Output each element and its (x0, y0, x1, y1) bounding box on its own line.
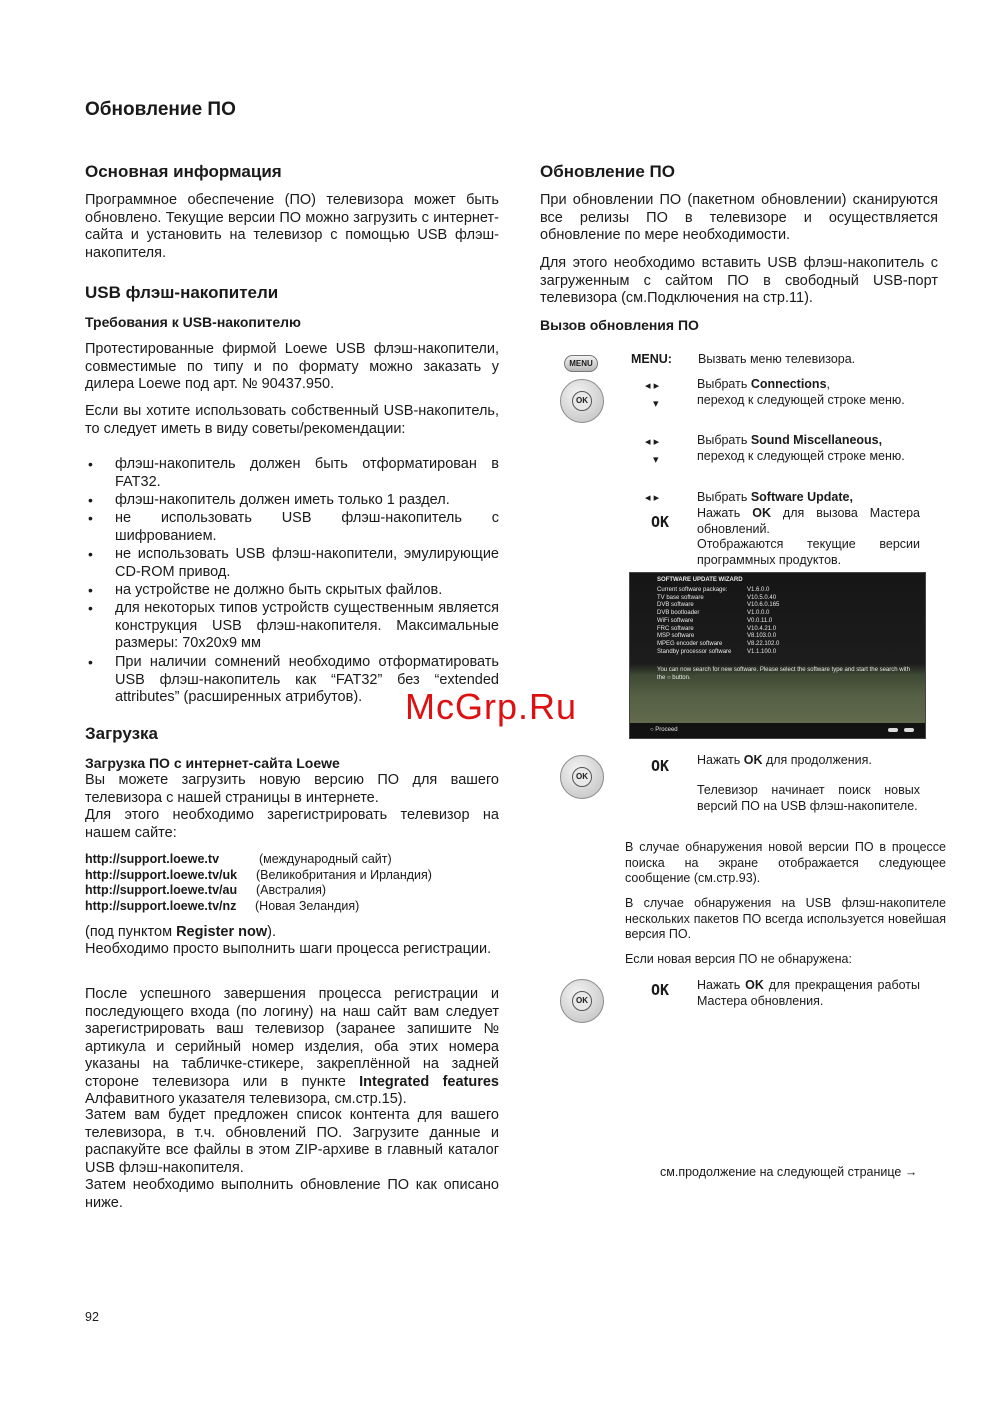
screen-row-version: V10.5.0.40 (747, 594, 777, 601)
list-item: флэш-накопитель должен быть отформатирован в FAT32. (115, 456, 499, 490)
link-nz-desc: (Новая Зеландия) (255, 899, 360, 913)
page-number: 92 (85, 1310, 99, 1324)
bullet-dot: • (88, 510, 93, 526)
ok-pad-icon (560, 979, 604, 1023)
list-item: При наличии сомнений необходимо отформатировать USB флэш-накопитель как “FAT32” без “extended attributes” (расширенных атрибутов). (115, 654, 499, 705)
menu-desc: Вызвать меню телевизора. (698, 352, 856, 366)
usb-own-text: Если вы хотите использовать собственный USB-накопитель, то следует иметь в виду советы/рекомендации: (85, 403, 499, 437)
download-heading: Загрузка (85, 724, 158, 743)
link-au[interactable]: http://support.loewe.tv/au (85, 883, 238, 897)
register-text: Необходимо просто выполнить шаги процесса регистрации. (85, 941, 492, 957)
bullet-dot: • (88, 456, 93, 472)
usb-heading: USB флэш-накопители (85, 283, 279, 302)
list-item: на устройстве не должно быть скрытых файлов. (115, 582, 443, 598)
ok-center-icon: OK (572, 391, 592, 411)
register-now-label: Register now (176, 924, 268, 940)
update-heading: Обновление ПО (540, 162, 675, 181)
step1-title: Выбрать Connections, (697, 377, 831, 391)
screen-end-icon (888, 728, 898, 732)
screen-row-version: V10.6.0.165 (747, 602, 780, 609)
screen-row-name: DVB software (657, 602, 694, 609)
content-list-text: Затем вам будет предложен список контента для вашего телевизора, в т.ч. обновлений ПО. Загрузите данные и распакуйте все файлы в этом ZIP-архиве в главный каталог USB флэш-накопителя. (85, 1107, 499, 1176)
bullet-dot: • (88, 654, 93, 670)
found-text: В случае обнаружения новой версии ПО в процессе поиска на экране отображается следующее сообщение (см.стр.93). (625, 840, 946, 885)
screen-proceed: ○ Proceed (650, 727, 678, 733)
after-register-text: После успешного завершения процесса регистрации и последующего входа (по логину) на наш сайт вам следует зарегистрировать ваш телевизор (заранее запишите № артикула и серийный номер изделия, оба этих номера указаны на табличке-стикере, закреплённой на задней стороне телевизора или в пункте Integrated features Алфавитного указателя телевизора, см.стр.15). (85, 986, 499, 1107)
list-item: не использовать USB флэш-накопитель с шифрованием. (115, 510, 499, 544)
link-international-desc: (международный сайт) (259, 852, 392, 866)
link-uk[interactable]: http://support.loewe.tv/uk (85, 868, 238, 882)
down-arrow-icon: ▾ (653, 454, 659, 466)
screen-row-version: V1.0.0.0 (747, 610, 770, 617)
step3-title: Выбрать Software Update, (697, 490, 853, 504)
then-update-text: Затем необходимо выполнить обновление ПО как описано ниже. (85, 1177, 499, 1211)
screen-row-version: V1.6.0.0 (747, 587, 770, 593)
basic-info-heading: Основная информация (85, 162, 282, 181)
link-nz[interactable]: http://support.loewe.tv/nz (85, 899, 237, 913)
ok-pad-icon (560, 379, 604, 423)
usb-requirements-text: Протестированные фирмой Loewe USB флэш-накопители, совместимые по типу и по формату можно заказать у дилера Loewe под арт. № 90437.950. (85, 341, 499, 392)
screen-row-name: MPEG encoder software (657, 640, 723, 647)
left-right-arrows-icon: ◂ ▸ (645, 380, 660, 392)
list-item: флэш-накопитель должен иметь только 1 раздел. (115, 492, 450, 508)
bullet-dot: • (88, 492, 93, 508)
register-now-line: (под пунктом Register now). (85, 924, 276, 940)
screen-row-name: Current software package: (657, 587, 728, 593)
screen-row-name: Standby processor software (657, 648, 732, 655)
download-subheading: Загрузка ПО с интернет-сайта Loewe (85, 755, 340, 771)
call-update-heading: Вызов обновления ПО (540, 317, 699, 333)
ok-key-icon: OK (651, 757, 670, 775)
software-update-screen (629, 572, 926, 739)
screen-info-icon (904, 728, 914, 732)
multiple-text: В случае обнаружения на USB флэш-накопителе нескольких пакетов ПО всегда используется новейшая версия ПО. (625, 896, 946, 941)
screen-row-name: WiFi software (657, 617, 694, 624)
step1-text: переход к следующей строке меню. (697, 393, 905, 407)
screen-title: SOFTWARE UPDATE WIZARD (657, 577, 743, 583)
continued-note: см.продолжение на следующей странице → (660, 1165, 918, 1179)
update-text-1: При обновлении ПО (пакетном обновлении) сканируются все релизы ПО в телевизоре и осуществляется обновление по мере необходимости. (540, 192, 938, 243)
list-item: не использовать USB флэш-накопители, эмулирующие CD-ROM привод. (115, 546, 499, 580)
ok-key-icon: OK (651, 981, 670, 999)
integrated-features-label: Integrated features (359, 1073, 499, 1090)
basic-info-text: Программное обеспечение (ПО) телевизора может быть обновлено. Текущие версии ПО можно загрузить с интернет-сайта и установить на телевизор с помощью USB флэш-накопителя. (85, 192, 499, 261)
ok-key-icon: OK (651, 513, 670, 531)
menu-label: MENU: (631, 352, 672, 366)
step2-title: Выбрать Sound Miscellaneous, (697, 433, 883, 447)
link-au-desc: (Австралия) (256, 883, 327, 897)
screen-row-name: FRC software (657, 625, 694, 632)
screen-row-version: V8.103.0.0 (747, 633, 777, 640)
step3-line2: Нажать OK для вызова Мастера обновлений. (697, 506, 921, 536)
left-right-arrows-icon: ◂ ▸ (645, 492, 660, 504)
download-text-2: Для этого необходимо зарегистрировать телевизор на нашем сайте: (85, 807, 499, 841)
screen-row-version: V8.22.102.0 (747, 640, 780, 647)
screen-row-name: DVB bootloader (657, 610, 700, 617)
screen-row-name: MSP software (657, 633, 695, 640)
bullet-dot: • (88, 546, 93, 562)
step2-text: переход к следующей строке меню. (697, 449, 905, 463)
bullet-dot: • (88, 600, 93, 616)
screen-row-name: TV base software (657, 594, 704, 601)
step3-text: Отображаются текущие версии программных продуктов. (697, 537, 920, 567)
screen-bottom-bar (630, 723, 925, 738)
link-international[interactable]: http://support.loewe.tv (85, 852, 220, 866)
update-text-2: Для этого необходимо вставить USB флэш-накопитель с загруженным с сайтом ПО в свободный USB-порт телевизора (см.Подключения на стр.11). (540, 255, 938, 306)
watermark-logo: McGrp.Ru (405, 686, 578, 727)
list-item: для некоторых типов устройств существенным является конструкция USB флэш-накопителя. Максимальные размеры: 70x20x9 мм (115, 600, 499, 651)
screen-row-version: V10.4.21.0 (747, 625, 777, 632)
left-right-arrows-icon: ◂ ▸ (645, 436, 660, 448)
notfound-text: Если новая версия ПО не обнаружена: (625, 952, 852, 966)
link-uk-desc: (Великобритания и Ирландия) (256, 868, 432, 882)
step5-text: Нажать OK для прекращения работы Мастера обновления. (697, 978, 920, 1008)
bullet-dot: • (88, 582, 93, 598)
ok-pad-icon (560, 755, 604, 799)
step4-text: Телевизор начинает поиск новых версий ПО на USB флэш-накопителе. (697, 783, 920, 813)
usb-requirements-heading: Требования к USB-накопителю (85, 314, 301, 330)
ok-center-icon: OK (572, 991, 592, 1011)
step4-title: Нажать OK для продолжения. (697, 753, 872, 767)
screen-row-version: V0.0.11.0 (747, 617, 773, 624)
down-arrow-icon: ▾ (653, 398, 659, 410)
ok-center-icon: OK (572, 767, 592, 787)
screen-row-version: V1.1.100.0 (747, 648, 777, 655)
page-title: Обновление ПО (85, 99, 236, 120)
menu-button-icon: MENU (564, 355, 598, 372)
download-text-1: Вы можете загрузить новую версию ПО для вашего телевизора с нашей страницы в интернете. (85, 772, 499, 806)
screen-message: You can now search for new software. Please select the software type and start the search with the ○ button. (657, 667, 910, 681)
